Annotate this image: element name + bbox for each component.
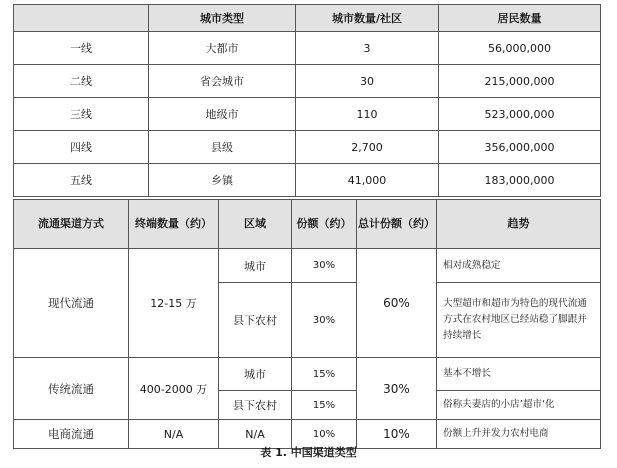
share-cell: 15% <box>292 358 357 391</box>
population-cell: 356,000,000 <box>439 131 601 164</box>
population-cell: 215,000,000 <box>439 65 601 98</box>
header-cell-terminals: 终端数量（约） <box>129 200 219 249</box>
header-cell-total-share: 总计份额（约） <box>357 200 437 249</box>
terminals-cell: 400-2000 万 <box>129 358 219 420</box>
tier-cell: 四线 <box>14 131 149 164</box>
population-cell: 56,000,000 <box>439 32 601 65</box>
population-cell: 523,000,000 <box>439 98 601 131</box>
region-cell: 城市 <box>219 358 292 391</box>
trend-cell: 相对成熟稳定 <box>437 249 601 283</box>
trend-cell: 俗称夫妻店的小店’超市‘化 <box>437 391 601 420</box>
channel-cell: 现代流通 <box>14 249 129 358</box>
population-cell: 183,000,000 <box>439 164 601 197</box>
share-cell: 30% <box>292 283 357 358</box>
city-type-cell: 地级市 <box>149 98 296 131</box>
terminals-cell: N/A <box>129 420 219 449</box>
city-count-cell: 30 <box>296 65 439 98</box>
city-tier-table <box>13 4 601 197</box>
header-cell-city-count: 城市数量/社区 <box>296 5 439 32</box>
city-type-cell: 大都市 <box>149 32 296 65</box>
city-count-cell: 41,000 <box>296 164 439 197</box>
region-cell: N/A <box>219 420 292 449</box>
table-row <box>14 131 601 164</box>
trend-cell: 基本不增长 <box>437 358 601 391</box>
tier-cell: 五线 <box>14 164 149 197</box>
table-row <box>14 65 601 98</box>
city-type-cell: 县级 <box>149 131 296 164</box>
share-cell: 10% <box>292 420 357 449</box>
total-share-cell: 60% <box>357 249 437 358</box>
channel-cell: 传统流通 <box>14 358 129 420</box>
table-header-row <box>14 5 601 32</box>
trend-cell: 份额上升并发力农村电商 <box>437 420 601 449</box>
header-cell-share: 份额（约） <box>292 200 357 249</box>
table-row <box>14 358 601 391</box>
region-cell: 城市 <box>219 249 292 283</box>
table-row <box>14 249 601 283</box>
total-share-cell: 30% <box>357 358 437 420</box>
tier-cell: 一线 <box>14 32 149 65</box>
terminals-cell: 12-15 万 <box>129 249 219 358</box>
city-type-cell: 乡镇 <box>149 164 296 197</box>
city-count-cell: 2,700 <box>296 131 439 164</box>
share-cell: 15% <box>292 391 357 420</box>
header-cell-channel: 流通渠道方式 <box>14 200 129 249</box>
table-row <box>14 98 601 131</box>
table-row <box>14 32 601 65</box>
share-cell: 30% <box>292 249 357 283</box>
header-cell-region: 区域 <box>219 200 292 249</box>
channel-type-table <box>13 199 601 449</box>
channel-cell: 电商流通 <box>14 420 129 449</box>
trend-cell: 大型超市和超市为特色的现代流通方式在农村地区已经站稳了脚跟并持续增长 <box>437 283 601 358</box>
region-cell: 县下农村 <box>219 391 292 420</box>
table-header-row <box>14 200 601 249</box>
tier-cell: 二线 <box>14 65 149 98</box>
tier-cell: 三线 <box>14 98 149 131</box>
city-count-cell: 110 <box>296 98 439 131</box>
table-row <box>14 164 601 197</box>
city-type-cell: 省会城市 <box>149 65 296 98</box>
total-share-cell: 10% <box>357 420 437 449</box>
header-cell-trend: 趋势 <box>437 200 601 249</box>
header-cell-population: 居民数量 <box>439 5 601 32</box>
table-caption: 表 1. 中国渠道类型 <box>260 446 357 459</box>
header-cell-city-type: 城市类型 <box>149 5 296 32</box>
header-cell-tier <box>14 5 149 32</box>
region-cell: 县下农村 <box>219 283 292 358</box>
city-count-cell: 3 <box>296 32 439 65</box>
